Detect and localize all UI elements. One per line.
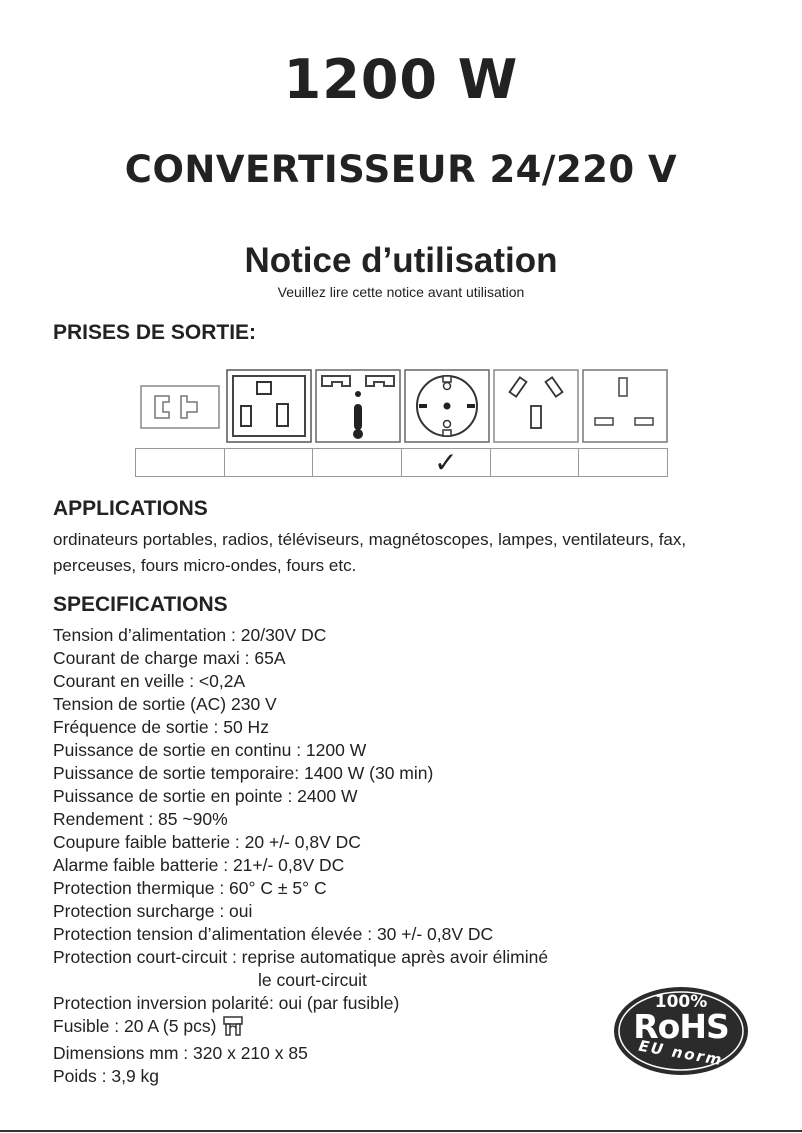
rohs-label: RoHS: [633, 1007, 729, 1046]
fuse-icon: [222, 1016, 244, 1042]
applications-text: ordinateurs portables, radios, téléviseurs, magnétoscopes, lampes, ventilateurs, fax, perceuses, fours micro-ondes, fours etc.: [53, 530, 687, 575]
spec-line-continuation: le court-circuit: [258, 970, 367, 990]
specifications-heading: SPECIFICATIONS: [53, 593, 228, 616]
uk-three-pin-icon: [581, 368, 670, 446]
us-flat-pin-icon: [135, 368, 224, 446]
specifications-list: [53, 624, 653, 1088]
spec-line-fuse: [53, 1015, 653, 1042]
spec-line: Protection thermique : 60° C ± 5° C: [53, 878, 327, 898]
spec-line: Puissance de sortie en pointe : 2400 W: [53, 786, 358, 806]
spec-line: Protection surcharge : oui: [53, 901, 253, 921]
spec-line: Puissance de sortie en continu : 1200 W: [53, 740, 367, 760]
schuko-socket-icon: [403, 368, 492, 446]
product-title: CONVERTISSEUR 24/220 V: [124, 148, 678, 191]
spec-line: Tension de sortie (AC) 230 V: [53, 694, 277, 714]
applications-heading: APPLICATIONS: [53, 497, 208, 520]
spec-line: Fréquence de sortie : 50 Hz: [53, 717, 269, 737]
outlet-check-cell: [224, 449, 313, 476]
outlet-check-cell: [312, 449, 401, 476]
universal-socket-icon: [314, 368, 403, 446]
fuse-text: Fusible : 20 A (5 pcs): [53, 1016, 217, 1036]
rohs-badge: [612, 986, 750, 1076]
rohs-sub-label: EU norm: [637, 1036, 725, 1070]
outlets-heading: PRISES DE SORTIE:: [53, 321, 257, 344]
australian-socket-icon: [492, 368, 581, 446]
power-title: 1200 W: [283, 48, 519, 111]
outlet-check-cell: [136, 449, 224, 476]
outlet-check-cell: [490, 449, 579, 476]
rohs-percent: 100%: [654, 992, 708, 1012]
outlet-check-cell: [578, 449, 667, 476]
outlet-check-mark: ✓: [401, 449, 490, 476]
spec-line: Rendement : 85 ~90%: [53, 809, 228, 829]
spec-line: Alarme faible batterie : 21+/- 0,8V DC: [53, 855, 345, 875]
spec-line: Dimensions mm : 320 x 210 x 85: [53, 1043, 308, 1063]
spec-line: Courant de charge maxi : 65A: [53, 648, 286, 668]
spec-line: Tension d’alimentation : 20/30V DC: [53, 625, 327, 645]
spec-line: Courant en veille : <0,2A: [53, 671, 246, 691]
spec-line: Protection tension d’alimentation élevée : 30 +/- 0,8V DC: [53, 924, 494, 944]
uk-style-square-icon: [225, 368, 314, 446]
manual-subtitle: Veuillez lire cette notice avant utilisation: [277, 284, 525, 300]
spec-line: Protection inversion polarité: oui (par fusible): [53, 993, 400, 1013]
outlet-types-row: [135, 368, 669, 478]
bottom-rule: [0, 1130, 802, 1132]
outlet-check-row: [135, 448, 668, 477]
spec-line: Puissance de sortie temporaire: 1400 W (30 min): [53, 763, 434, 783]
spec-line: Poids : 3,9 kg: [53, 1066, 160, 1086]
spec-line: Coupure faible batterie : 20 +/- 0,8V DC: [53, 832, 361, 852]
manual-title: Notice d’utilisation: [244, 241, 558, 280]
spec-line: Protection court-circuit : reprise automatique après avoir éliminé: [53, 947, 549, 967]
